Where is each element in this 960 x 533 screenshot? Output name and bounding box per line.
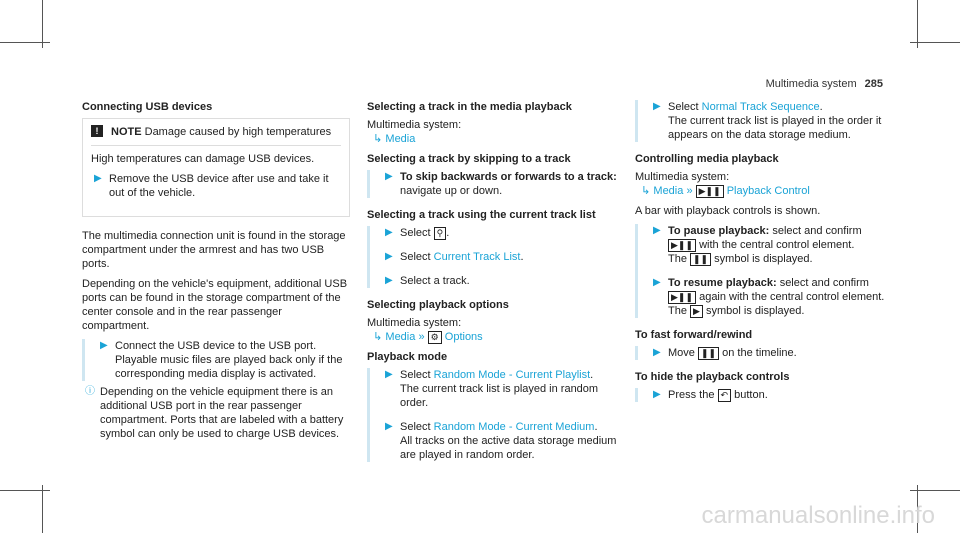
watermark: carmanualsonline.info: [701, 502, 935, 529]
note-body: High temperatures can damage USB devices.: [91, 153, 315, 165]
info-icon: ⓘ: [85, 386, 95, 397]
page-number: 285: [864, 78, 883, 90]
crop-mark: [910, 42, 960, 43]
menu-item-playback-control: Playback Control: [726, 185, 810, 197]
info-text: Depending on the vehicle equipment there is an additional USB port in the rear passenger compartment. Ports that are labeled with a battery symbol can only be used to charge USB devices.: [100, 386, 344, 440]
step-arrow-icon: ▶: [100, 340, 108, 351]
step-arrow-icon: ▶: [94, 173, 102, 184]
crop-mark: [0, 490, 50, 491]
menu-item-random-medium: Random Mode - Current Medium: [433, 421, 595, 433]
step-arrow-icon: ▶: [653, 225, 661, 236]
crop-mark: [42, 0, 43, 48]
menu-item-options: Options: [444, 331, 483, 343]
paragraph: A bar with playback controls is shown.: [635, 205, 821, 217]
play-pause-icon: ▶❚❚: [668, 291, 696, 304]
note-label: NOTE: [111, 126, 142, 138]
subheading: Selecting playback options: [367, 299, 509, 311]
menu-item-current-track-list: Current Track List: [433, 251, 521, 263]
back-icon: ↶: [718, 389, 732, 402]
gear-icon: ⚙: [428, 331, 442, 344]
column-1: [82, 100, 350, 451]
step-arrow-icon: ▶: [385, 275, 393, 286]
note-step: Remove the USB device after use and take it out of the vehicle.: [109, 173, 329, 199]
menu-item-media: Media: [385, 133, 416, 145]
subheading: Controlling media playback: [635, 153, 779, 165]
column-3: ▶ Select Normal Track Sequence. The current track list is played in the order it appears on the data storage medium. Controlling media playback Multimedia system: ↳ Media » ▶❚❚ Playback Control A bar with playback controls is shown. ▶ To pause playback: select and confirm ▶❚❚ with the central control element. The ❚❚ symbol is displayed. ▶ To resume playback: select and confirm ▶❚❚ again with the central control element. The ▶ symbol is displayed. To fast forward/rewind ▶ Move ❚❚ on the timeline. To hide the playback controls ▶ Press the ↶ button.: [635, 101, 885, 401]
play-pause-icon: ▶❚❚: [668, 239, 696, 252]
menu-item-random-playlist: Random Mode - Current Playlist: [433, 369, 591, 381]
subheading: Playback mode: [367, 351, 448, 363]
page-header: [766, 78, 883, 90]
subheading: To hide the playback controls: [635, 371, 790, 383]
note-title: Damage caused by high temperatures: [144, 126, 332, 138]
arrow-icon: ↳: [373, 133, 383, 145]
play-icon: ▶: [690, 305, 703, 318]
crop-mark: [910, 490, 960, 491]
subheading: Selecting a track using the current track list: [367, 209, 596, 221]
section-heading: Connecting USB devices: [82, 101, 213, 113]
note-box: [82, 118, 350, 217]
paragraph: Depending on the vehicle's equipment, additional USB ports can be found in the storage compartment of the center console and in the rear passenger compartment.: [82, 278, 348, 332]
play-pause-icon: ▶❚❚: [696, 185, 724, 198]
step-arrow-icon: ▶: [653, 101, 661, 112]
crop-mark: [42, 485, 43, 533]
step-arrow-icon: ▶: [653, 347, 661, 358]
column-2: Selecting a track in the media playback Multimedia system: ↳ Media Selecting a track by skipping to a track ▶ To skip backwards or forwards to a track: navigate up or down. Selecting a track using the current track list ▶ Select ⚲ . ▶ Select Current Track List. ▶ Select a track. Selecting playback options Multimedia system: ↳ Media » ⚙ Options Playback mode ▶ Select Random Mode - Current Playlist. The current track list is played in random order. ▶ Select Random Mode - Current Medium. All tracks on the active data storage medium are played in random order.: [367, 101, 617, 461]
section-title: Multimedia system: [765, 78, 857, 90]
step-arrow-icon: ▶: [385, 251, 393, 262]
menu-item-normal-sequence: Normal Track Sequence: [701, 101, 820, 113]
subheading: Selecting a track by skipping to a track: [367, 153, 571, 165]
search-icon: ⚲: [434, 227, 447, 240]
crop-mark: [917, 0, 918, 48]
pause-icon: ❚❚: [690, 253, 711, 266]
crop-mark: [0, 42, 50, 43]
menu-path: Multimedia system:: [367, 119, 462, 131]
step-arrow-icon: ▶: [653, 389, 661, 400]
pause-icon: ❚❚: [698, 347, 719, 360]
step-arrow-icon: ▶: [653, 277, 661, 288]
subheading: To fast forward/rewind: [635, 329, 753, 341]
warning-icon: !: [91, 125, 103, 137]
step-arrow-icon: ▶: [385, 227, 393, 238]
section-heading: Selecting a track in the media playback: [367, 101, 572, 113]
step-arrow-icon: ▶: [385, 421, 393, 432]
paragraph: The multimedia connection unit is found in the storage compartment under the armrest and has two USB ports.: [82, 230, 346, 270]
step-arrow-icon: ▶: [385, 369, 393, 380]
step-arrow-icon: ▶: [385, 171, 393, 182]
step-text: Connect the USB device to the USB port.: [115, 340, 317, 352]
step-result: Playable music files are played back only if the corresponding media display is activated.: [115, 354, 343, 380]
